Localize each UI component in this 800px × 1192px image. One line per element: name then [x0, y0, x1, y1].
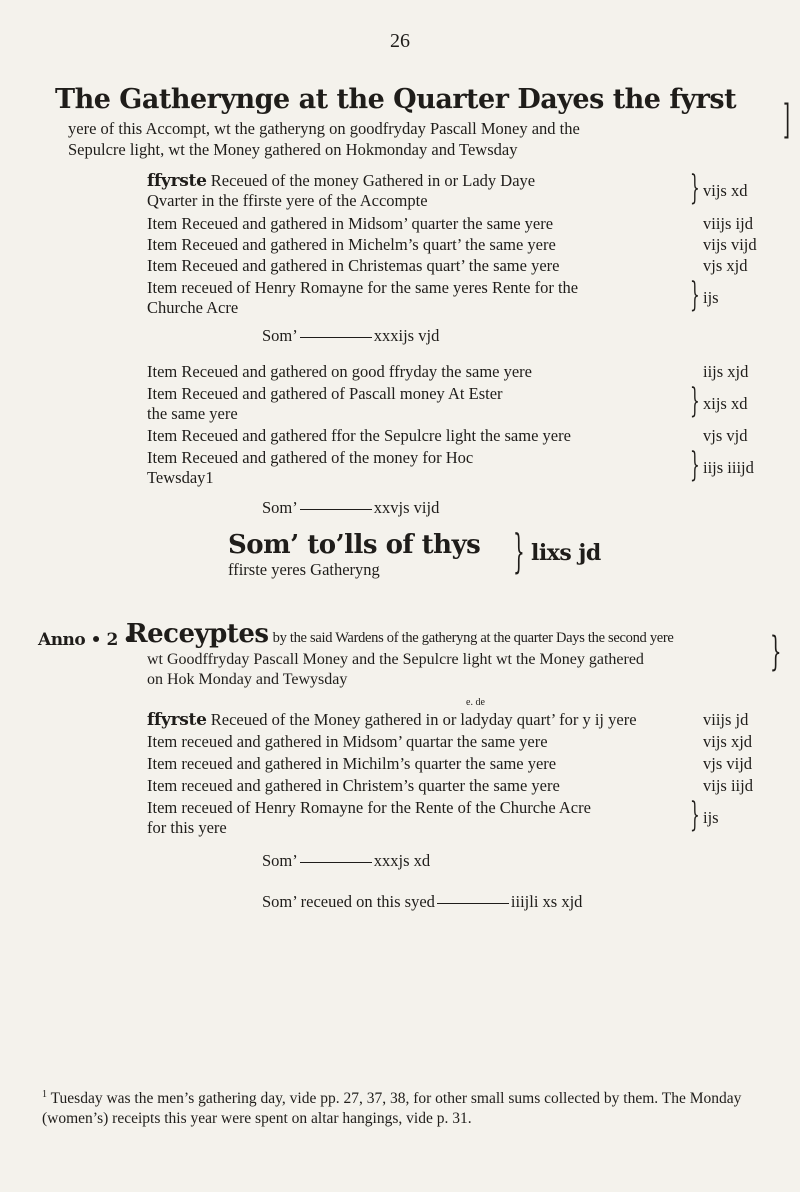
- entry-amount: viijs ijd: [703, 214, 753, 233]
- entry-line: Item Receued and gathered of Pascall money At Ester: [147, 384, 503, 403]
- entry-line: ffyrste Receued of the Money gathered in or ladyday quart’ for y ij yere: [147, 710, 637, 730]
- entry-line: Item receued and gathered in Michilm’s quarter the same yere: [147, 754, 557, 773]
- interlinear-note: e. de: [466, 697, 485, 708]
- entry-line: Item receued and gathered in Christem’s quarter the same yere: [147, 776, 560, 795]
- receyptes-line: wt Goodffryday Pascall Money and the Sepulcre light wt the Money gathered: [147, 651, 644, 668]
- entry-line: Item receued of Henry Romayne for the same yeres Rente for the: [147, 278, 579, 297]
- entry-amount: ijs: [703, 288, 719, 307]
- total-heading-sub: ffirste yeres Gatheryng: [228, 560, 380, 579]
- brace-glyph: }: [690, 381, 700, 421]
- footnote-text: Tuesday was the men’s gathering day, vide pp. 27, 37, 38, for other small sums collected by them. The Monday (women’s) receipts this year were spent on altar hangings, vide p. 31.: [42, 1090, 742, 1128]
- entry-line: Item Receued and gathered of the money for Hoc: [147, 448, 474, 467]
- ffyrste-word: ffyrste: [147, 171, 207, 191]
- brace-glyph: }: [690, 275, 700, 315]
- entry-line: Item Receued and gathered in Michelm’s quart’ the same yere: [147, 235, 556, 254]
- total-heading: Som’ to’lls of thys: [228, 530, 481, 560]
- entry-line: Churche Acre: [147, 298, 239, 317]
- brace-glyph: ]: [783, 97, 791, 143]
- entry-1-line2: Qvarter in the ffirste yere of the Accompte: [147, 191, 428, 210]
- entry-line: the same yere: [147, 404, 238, 423]
- sum-line: Som’ xxvjs vijd: [262, 498, 440, 517]
- receyptes-heading-line: Receyptes by the said Wardens of the gatheryng at the quarter Days the second yere: [126, 619, 674, 649]
- entry-amount: vijs xjd: [703, 732, 753, 751]
- entry-line: Item Receued and gathered ffor the Sepulcre light the same yere: [147, 426, 571, 445]
- ffyrste-word: ffyrste: [147, 710, 207, 730]
- entry-amount: ijs: [703, 808, 719, 827]
- entry-line: Item Receued and gathered in Midsom’ quarter the same yere: [147, 214, 554, 233]
- side-total-line: Som’ receued on this syed iiijli xs xjd: [262, 892, 583, 911]
- entry-amount: vjs vjd: [703, 426, 748, 445]
- entry-amount: xijs xd: [703, 394, 748, 413]
- entry-amount: iijs xjd: [703, 362, 749, 381]
- sum-line: Som’ xxxjs xd: [262, 851, 431, 870]
- brace-glyph: }: [513, 524, 525, 578]
- brace-glyph: }: [690, 445, 700, 485]
- entry-line: Item Receued and gathered on good ffryday the same yere: [147, 362, 532, 381]
- section-total: lixs jd: [531, 540, 601, 566]
- entry-amount: vjs vijd: [703, 754, 753, 773]
- entry-amount: viijs jd: [703, 710, 749, 729]
- brace-glyph: }: [690, 168, 700, 208]
- brace-glyph: }: [770, 629, 782, 675]
- footnote: [42, 1085, 762, 1129]
- entry-amount: vjs xjd: [703, 256, 748, 275]
- entry-amount: vijs vijd: [703, 235, 757, 254]
- entry-line: for this yere: [147, 818, 227, 837]
- anno-label: Anno • 2 •: [38, 630, 134, 650]
- page-number: 26: [390, 30, 410, 52]
- section-heading: The Gatherynge at the Quarter Dayes the fyrst: [55, 84, 737, 115]
- entry-line: Item receued and gathered in Midsom’ quartar the same yere: [147, 732, 548, 751]
- entry-line: Tewsday1: [147, 468, 214, 487]
- brace-glyph: }: [690, 795, 700, 835]
- intro-line-2: Sepulcre light, wt the Money gathered on Hokmonday and Tewsday: [68, 140, 518, 159]
- entry-line: Item receued of Henry Romayne for the Rente of the Churche Acre: [147, 798, 591, 817]
- entry-amount: vijs xd: [703, 181, 748, 200]
- entry-amount: iijs iiijd: [703, 458, 754, 477]
- sum-line: Som’ xxxijs vjd: [262, 326, 440, 345]
- footnote-marker: 1: [42, 1089, 47, 1100]
- entry-amount: vijs iijd: [703, 776, 753, 795]
- intro-line-1: yere of this Accompt, wt the gatheryng on goodfryday Pascall Money and the: [68, 119, 580, 138]
- receyptes-title: Receyptes: [126, 619, 269, 649]
- entry-line: Item Receued and gathered in Christemas quart’ the same yere: [147, 256, 560, 275]
- receyptes-line: on Hok Monday and Tewysday: [147, 671, 348, 688]
- entry-1-line1: ffyrste Receued of the money Gathered in or Lady Daye: [147, 171, 536, 191]
